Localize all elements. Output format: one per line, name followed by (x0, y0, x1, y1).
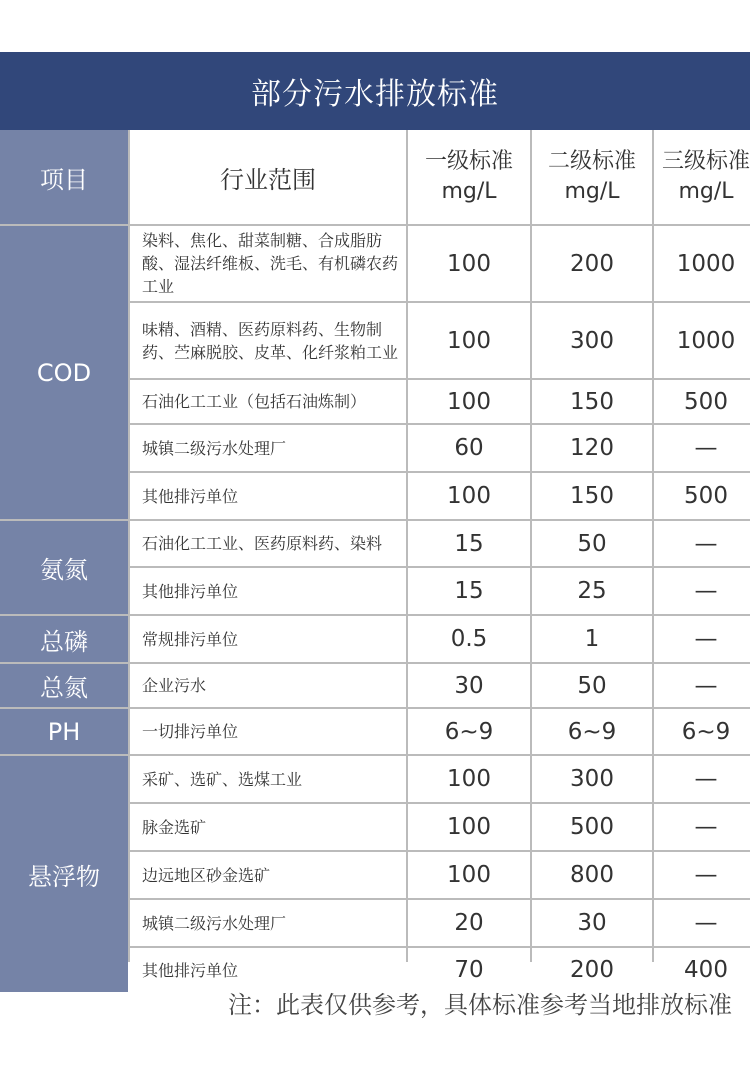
row-level1: 100 (408, 380, 530, 423)
row-level1: 60 (408, 425, 530, 471)
row-level1: 100 (408, 226, 530, 301)
row-level2: 150 (532, 473, 652, 519)
row-level3: — (654, 664, 750, 707)
category-total-nitrogen: 总氮 (0, 664, 128, 707)
standards-table (0, 130, 750, 983)
row-level2: 200 (532, 226, 652, 301)
row-level2: 50 (532, 521, 652, 566)
row-level3: 1000 (654, 303, 750, 378)
header-item: 项目 (0, 130, 128, 224)
row-scope: 石油化工工业（包括石油炼制） (130, 380, 406, 423)
header-level1-label: 一级标准 (424, 149, 513, 174)
header-level1 (408, 130, 530, 224)
header-level2-label: 二级标准 (547, 149, 636, 174)
table-title: 部分污水排放标准 (0, 52, 750, 130)
row-level3: 500 (654, 380, 750, 423)
row-scope: 石油化工工业、医药原料药、染料 (130, 521, 406, 566)
row-level2: 1 (532, 616, 652, 662)
row-level3: 1000 (654, 226, 750, 301)
row-level3: — (654, 852, 750, 898)
row-level1: 0.5 (408, 616, 530, 662)
row-level2: 500 (532, 804, 652, 850)
row-level1: 100 (408, 804, 530, 850)
row-level2: 150 (532, 380, 652, 423)
category-cod: COD (0, 226, 128, 519)
category-total-phosphorus: 总磷 (0, 616, 128, 662)
row-scope: 城镇二级污水处理厂 (130, 425, 406, 471)
row-level3: — (654, 804, 750, 850)
row-level1: 30 (408, 664, 530, 707)
row-level2: 200 (532, 948, 652, 992)
row-scope: 其他排污单位 (130, 948, 406, 992)
header-level3-label: 三级标准 (661, 149, 750, 174)
row-level1: 70 (408, 948, 530, 992)
header-level2 (532, 130, 652, 224)
category-suspended-solids: 悬浮物 (0, 756, 128, 992)
row-level1: 15 (408, 568, 530, 614)
row-level3: — (654, 425, 750, 471)
row-scope: 其他排污单位 (130, 473, 406, 519)
row-scope: 采矿、选矿、选煤工业 (130, 756, 406, 802)
row-level2: 25 (532, 568, 652, 614)
header-level1-unit: mg/L (441, 179, 497, 204)
row-level2: 6~9 (532, 709, 652, 754)
row-level3: — (654, 900, 750, 946)
row-scope: 边远地区砂金选矿 (130, 852, 406, 898)
row-level3: — (654, 756, 750, 802)
header-scope: 行业范围 (130, 130, 406, 224)
row-scope: 城镇二级污水处理厂 (130, 900, 406, 946)
row-level2: 120 (532, 425, 652, 471)
header-level3 (654, 130, 750, 224)
row-scope: 脉金选矿 (130, 804, 406, 850)
row-level2: 800 (532, 852, 652, 898)
row-scope: 味精、酒精、医药原料药、生物制药、苎麻脱胶、皮革、化纤浆粕工业 (130, 303, 406, 378)
header-level2-unit: mg/L (564, 179, 620, 204)
row-level3: 6~9 (654, 709, 750, 754)
row-level1: 6~9 (408, 709, 530, 754)
row-level3: — (654, 616, 750, 662)
category-ammonia: 氨氮 (0, 521, 128, 614)
row-scope: 一切排污单位 (130, 709, 406, 754)
row-level3: — (654, 521, 750, 566)
row-level1: 15 (408, 521, 530, 566)
row-level1: 100 (408, 756, 530, 802)
header-level3-unit: mg/L (678, 179, 734, 204)
row-level2: 30 (532, 900, 652, 946)
row-scope: 企业污水 (130, 664, 406, 707)
row-scope: 常规排污单位 (130, 616, 406, 662)
footnote: 注：此表仅供参考，具体标准参考当地排放标准 (228, 991, 732, 1019)
row-level3: 400 (654, 948, 750, 992)
row-level1: 100 (408, 473, 530, 519)
row-scope: 其他排污单位 (130, 568, 406, 614)
row-level1: 100 (408, 303, 530, 378)
row-level3: — (654, 568, 750, 614)
row-level2: 50 (532, 664, 652, 707)
row-level1: 100 (408, 852, 530, 898)
row-level1: 20 (408, 900, 530, 946)
row-scope: 染料、焦化、甜菜制糖、合成脂肪酸、湿法纤维板、洗毛、有机磷农药工业 (130, 226, 406, 301)
category-ph: PH (0, 709, 128, 754)
row-level3: 500 (654, 473, 750, 519)
row-level2: 300 (532, 303, 652, 378)
row-level2: 300 (532, 756, 652, 802)
